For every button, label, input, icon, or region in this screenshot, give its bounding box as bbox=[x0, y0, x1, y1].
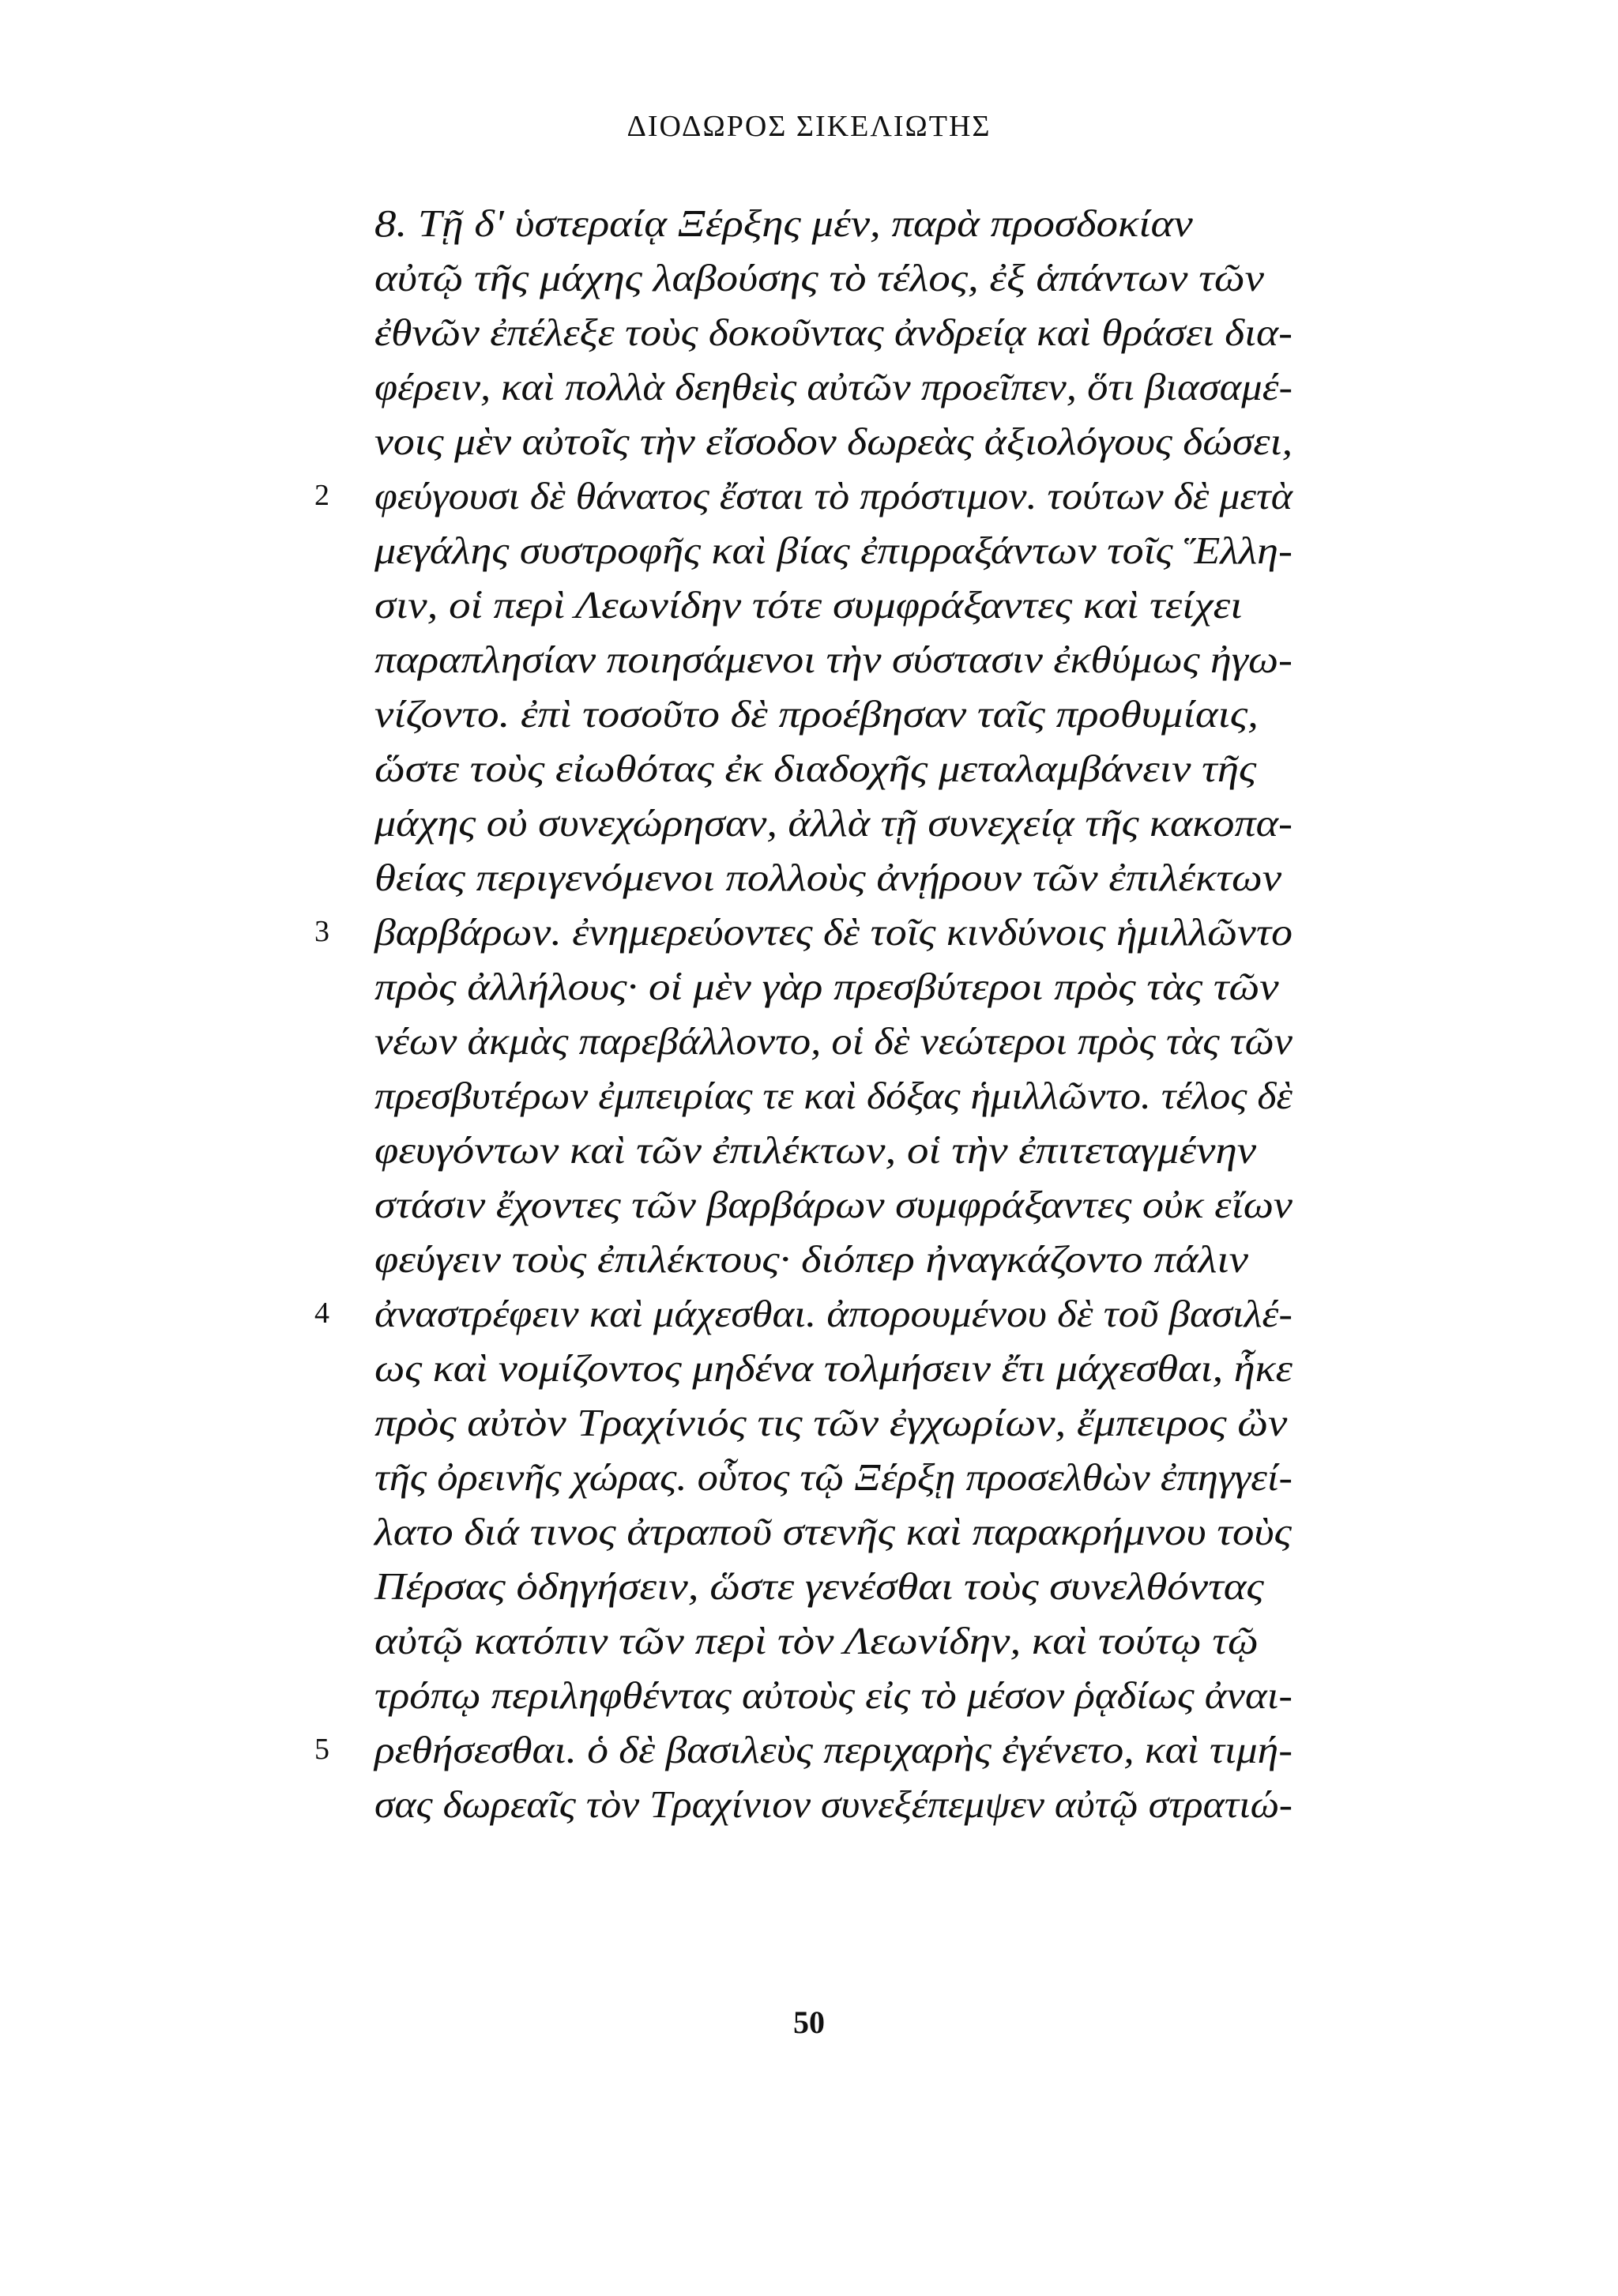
text-line bbox=[374, 959, 1293, 1014]
text-line bbox=[314, 1722, 1293, 1777]
line-text: στάσιν ἔχοντες τῶν βαρβάρων συμφράξαντες οὐκ εἴων bbox=[374, 1183, 1293, 1226]
section-number: 3 bbox=[314, 915, 329, 948]
text-line bbox=[374, 1068, 1293, 1123]
text-line bbox=[374, 1668, 1293, 1722]
line-text: Πέρσας ὁδηγήσειν, ὥστε γενέσθαι τοὺς συνελθόντας bbox=[374, 1564, 1264, 1608]
text-line bbox=[374, 196, 1293, 250]
line-text: πρὸς ἀλλήλους· οἱ μὲν γὰρ πρεσβύτεροι πρὸς τὰς τῶν bbox=[374, 965, 1279, 1008]
line-text: σιν, οἱ περὶ Λεωνίδην τότε συμφράξαντες καὶ τείχει bbox=[374, 583, 1243, 627]
line-text: φεύγειν τοὺς ἐπιλέκτους· διόπερ ἠναγκάζοντο πάλιν bbox=[374, 1237, 1248, 1281]
text-line bbox=[374, 741, 1293, 796]
line-text: νίζοντο. ἐπὶ τοσοῦτο δὲ προέβησαν ταῖς προθυμίαις, bbox=[374, 692, 1259, 736]
text-line bbox=[374, 1341, 1293, 1395]
line-text: νέων ἀκμὰς παρεβάλλοντο, οἱ δὲ νεώτεροι πρὸς τὰς τῶν bbox=[374, 1019, 1293, 1063]
running-head: ΔΙΟΔΩΡΟΣ ΣΙΚΕΛΙΩΤΗΣ bbox=[627, 110, 991, 143]
text-line bbox=[374, 359, 1293, 414]
text-line bbox=[374, 250, 1293, 305]
line-text: φεύγουσι δὲ θάνατος ἔσται τὸ πρόστιμον. τούτων δὲ μετὰ bbox=[374, 474, 1293, 518]
text-block bbox=[314, 196, 1293, 1831]
line-text: ἐθνῶν ἐπέλεξε τοὺς δοκοῦντας ἀνδρείᾳ καὶ θράσει δια- bbox=[374, 311, 1293, 354]
section-number: 2 bbox=[314, 479, 329, 512]
line-text: πρεσβυτέρων ἐμπειρίας τε καὶ δόξας ἡμιλλῶντο. τέλος δὲ bbox=[374, 1074, 1293, 1117]
page-number: 50 bbox=[793, 2004, 825, 2040]
text-line bbox=[374, 1613, 1293, 1668]
line-text: ὥστε τοὺς εἰωθότας ἐκ διαδοχῆς μεταλαμβάνειν τῆς bbox=[374, 747, 1257, 790]
text-line bbox=[374, 687, 1293, 741]
text-line bbox=[374, 1232, 1293, 1286]
line-text: φευγόντων καὶ τῶν ἐπιλέκτων, οἱ τὴν ἐπιτεταγμένην bbox=[374, 1128, 1257, 1172]
line-text: ἀναστρέφειν καὶ μάχεσθαι. ἀπορουμένου δὲ τοῦ βασιλέ- bbox=[374, 1292, 1293, 1335]
line-text: ρεθήσεσθαι. ὁ δὲ βασιλεὺς περιχαρὴς ἐγένετο, καὶ τιμή- bbox=[374, 1728, 1293, 1771]
text-line bbox=[374, 1777, 1293, 1831]
text-line bbox=[374, 523, 1293, 578]
text-line bbox=[314, 1286, 1293, 1341]
text-line bbox=[374, 414, 1293, 469]
line-text: παραπλησίαν ποιησάμενοι τὴν σύστασιν ἐκθύμως ἠγω- bbox=[374, 638, 1293, 681]
text-line bbox=[374, 1123, 1293, 1177]
text-line bbox=[374, 1504, 1293, 1559]
line-text: τρόπῳ περιληφθέντας αὐτοὺς εἰς τὸ μέσον ῥᾳδίως ἀναι- bbox=[374, 1673, 1293, 1717]
text-line bbox=[374, 578, 1293, 632]
text-line bbox=[374, 1395, 1293, 1450]
text-line bbox=[374, 1559, 1293, 1613]
line-text: θείας περιγενόμενοι πολλοὺς ἀνῄρουν τῶν ἐπιλέκτων bbox=[374, 856, 1282, 899]
line-text: μάχης οὐ συνεχώρησαν, ἀλλὰ τῇ συνεχείᾳ τῆς κακοπα- bbox=[374, 801, 1293, 845]
text-line bbox=[374, 632, 1293, 687]
line-text: πρὸς αὐτὸν Τραχίνιός τις τῶν ἐγχωρίων, ἔμπειρος ὢν bbox=[374, 1401, 1288, 1444]
line-text: αὐτῷ κατόπιν τῶν περὶ τὸν Λεωνίδην, καὶ τούτῳ τῷ bbox=[374, 1619, 1259, 1662]
line-text: σας δωρεαῖς τὸν Τραχίνιον συνεξέπεμψεν αὐτῷ στρατιώ- bbox=[374, 1782, 1293, 1826]
line-text: τῆς ὀρεινῆς χώρας. οὗτος τῷ Ξέρξῃ προσελθὼν ἐπηγγεί- bbox=[374, 1455, 1293, 1499]
line-text: βαρβάρων. ἐνημερεύοντες δὲ τοῖς κινδύνοις ἡμιλλῶντο bbox=[374, 910, 1293, 954]
text-line bbox=[314, 469, 1293, 523]
line-text: 8. Τῇ δ' ὑστεραίᾳ Ξέρξης μέν, παρὰ προσδοκίαν bbox=[374, 201, 1193, 245]
text-line bbox=[374, 1014, 1293, 1068]
line-text: νοις μὲν αὐτοῖς τὴν εἴσοδον δωρεὰς ἀξιολόγους δώσει, bbox=[374, 420, 1293, 463]
text-line bbox=[374, 1177, 1293, 1232]
text-line bbox=[374, 796, 1293, 850]
text-line bbox=[314, 905, 1293, 959]
line-text: λατο διά τινος ἀτραποῦ στενῆς καὶ παρακρήμνου τοὺς bbox=[374, 1510, 1292, 1553]
section-number: 4 bbox=[314, 1297, 329, 1330]
line-text: φέρειν, καὶ πολλὰ δεηθεὶς αὐτῶν προεῖπεν, ὅτι βιασαμέ- bbox=[374, 365, 1293, 408]
text-line bbox=[374, 850, 1293, 905]
line-text: αὐτῷ τῆς μάχης λαβούσης τὸ τέλος, ἐξ ἁπάντων τῶν bbox=[374, 256, 1265, 299]
text-line bbox=[374, 1450, 1293, 1504]
line-text: μεγάλης συστροφῆς καὶ βίας ἐπιρραξάντων τοῖς Ἕλλη- bbox=[374, 529, 1293, 572]
section-number: 5 bbox=[314, 1733, 329, 1766]
text-line bbox=[374, 305, 1293, 359]
line-text: ως καὶ νομίζοντος μηδένα τολμήσειν ἔτι μάχεσθαι, ἧκε bbox=[374, 1346, 1293, 1390]
